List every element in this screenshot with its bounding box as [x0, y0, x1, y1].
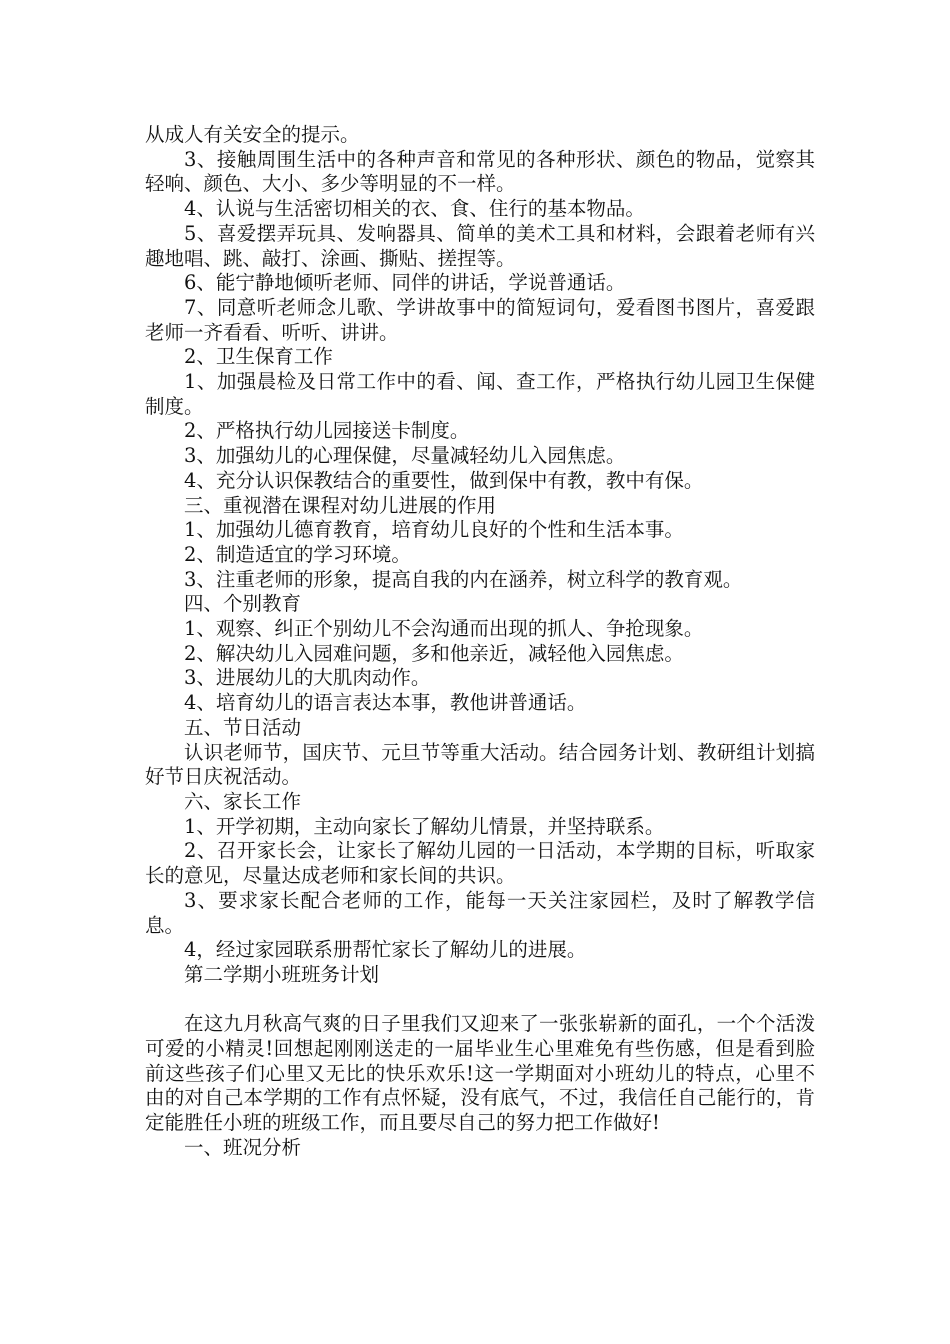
paragraph-hygiene-1: 1、加强晨检及日常工作中的看、闻、查工作，严格执行幼儿园卫生保健制度。 [145, 370, 815, 418]
paragraph-curriculum-1: 1、加强幼儿德育教育，培育幼儿良好的个性和生活本事。 [184, 518, 684, 542]
paragraph-holiday: 认识老师节，国庆节、元旦节等重大活动。结合园务计划、教研组计划搞好节日庆祝活动。 [145, 740, 815, 789]
paragraph-parent-3: 3、要求家长配合老师的工作，能每一天关注家园栏，及时了解教学信息。 [145, 888, 815, 937]
paragraph-hygiene-4: 4、充分认识保教结合的重要性，做到保中有教，教中有保。 [184, 468, 704, 492]
heading-parent-work: 六、家长工作 [184, 789, 302, 813]
heading-holiday-activities: 五、节日活动 [184, 715, 302, 739]
paragraph-parent-4: 4，经过家园联系册帮忙家长了解幼儿的进展。 [184, 938, 587, 962]
paragraph-item-7-stories: 7、同意听老师念儿歌、学讲故事中的简短词句，爱看图书图片，喜爱跟老师一齐看看、听听、讲讲。 [145, 295, 815, 344]
paragraph-item-3-sounds: 3、接触周围生活中的各种声音和常见的各种形状、颜色的物品，觉察其轻响、颜色、大小、多少等明显的不一样。 [145, 147, 815, 196]
paragraph-individual-3: 3、进展幼儿的大肌肉动作。 [184, 666, 431, 690]
paragraph-introduction: 在这九月秋高气爽的日子里我们又迎来了一张张崭新的面孔，一个个活泼可爱的小精灵!回想起刚刚送走的一届毕业生心里难免有些伤感，但是看到脸前这些孩子们心里又无比的快乐欢乐!这一学期面对小班幼儿的特点，心里不由的对自己本学期的工作有点怀疑，没有底气，不过，我信任自己能行的，肯定能胜任小班的班级工作，而且要尽自己的努力把工作做好! [145, 1012, 815, 1135]
heading-hygiene-care: 2、卫生保育工作 [184, 345, 333, 369]
paragraph-hygiene-2: 2、严格执行幼儿园接送卡制度。 [184, 419, 470, 443]
document-body [145, 123, 815, 1161]
paragraph-item-6-listening: 6、能宁静地倾听老师、同伴的讲话，学说普通话。 [184, 271, 626, 295]
paragraph-item-4-daily-items: 4、认说与生活密切相关的衣、食、住行的基本物品。 [184, 197, 645, 221]
paragraph-curriculum-2: 2、制造适宜的学习环境。 [184, 542, 411, 566]
blank-line [145, 988, 815, 1013]
paragraph-item-5-toys: 5、喜爱摆弄玩具、发响器具、简单的美术工具和材料，会跟着老师有兴趣地唱、跳、敲打、涂画、撕贴、搓捏等。 [145, 221, 815, 270]
paragraph-parent-2: 2、召开家长会，让家长了解幼儿园的一日活动，本学期的目标，听取家长的意见，尽量达成老师和家长间的共识。 [145, 839, 815, 888]
paragraph-safety-tip: 从成人有关安全的提示。 [145, 123, 360, 146]
heading-hidden-curriculum: 三、重视潜在课程对幼儿进展的作用 [184, 493, 497, 517]
heading-individual-education: 四、个别教育 [184, 592, 302, 616]
paragraph-hygiene-3: 3、加强幼儿的心理保健，尽量减轻幼儿入园焦虑。 [184, 444, 626, 468]
paragraph-curriculum-3: 3、注重老师的形象，提高自我的内在涵养，树立科学的教育观。 [184, 567, 743, 591]
paragraph-parent-1: 1、开学初期，主动向家长了解幼儿情景，并坚持联系。 [184, 814, 665, 838]
paragraph-individual-2: 2、解决幼儿入园难问题，多和他亲近，减轻他入园焦虑。 [184, 641, 684, 665]
paragraph-individual-1: 1、观察、纠正个别幼儿不会沟通而出现的抓人、争抢现象。 [184, 617, 704, 641]
heading-second-semester-plan: 第二学期小班班务计划 [184, 962, 380, 986]
heading-class-analysis: 一、班况分析 [184, 1135, 302, 1159]
paragraph-individual-4: 4、培育幼儿的语言表达本事，教他讲普通话。 [184, 691, 587, 715]
